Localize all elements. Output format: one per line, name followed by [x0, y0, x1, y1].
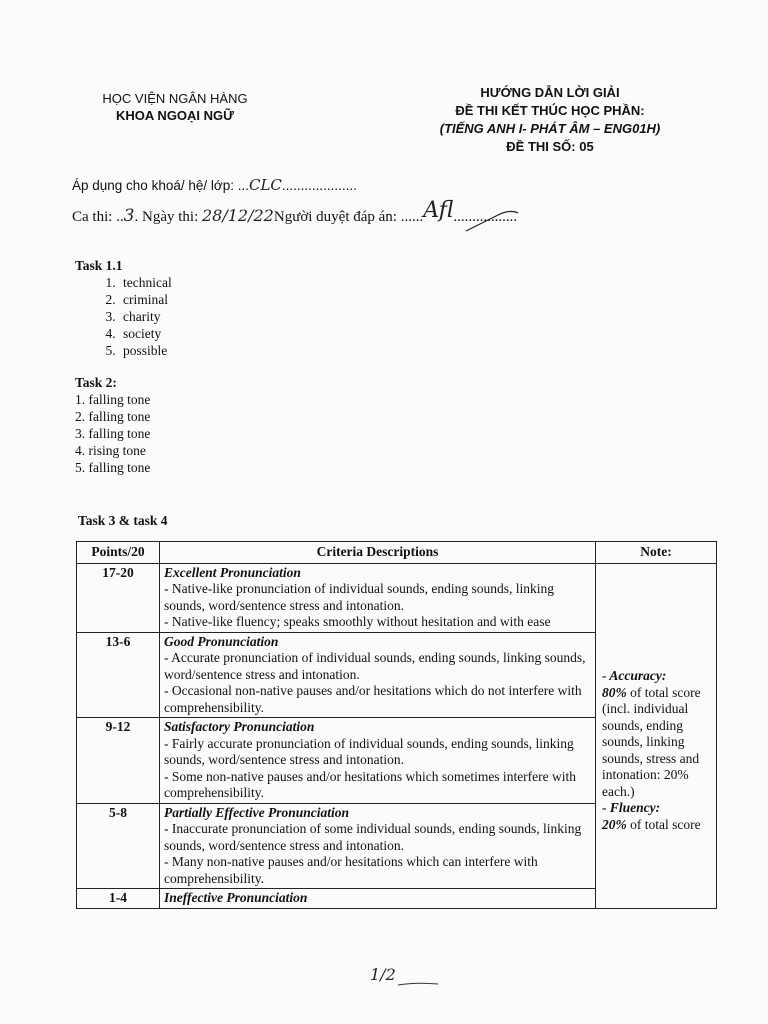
approver-signature: Afl	[423, 198, 454, 223]
list-item: 1. technical	[119, 274, 172, 291]
criteria-line: - Occasional non-native pauses and/or hesitations which do not interfere with comprehensibility.	[164, 683, 582, 715]
fluency-pct: 20%	[602, 816, 627, 832]
level-name: Good Pronunciation	[164, 633, 279, 649]
list-item: 5. possible	[119, 342, 172, 359]
date-value: 28/12/22	[202, 206, 274, 225]
accuracy-text: of total score (incl. individual sounds, ending sounds, linking sounds, stress and intonation: 20% each.)	[602, 684, 701, 799]
level-name: Partially Effective Pronunciation	[164, 804, 349, 820]
table-row	[77, 563, 717, 632]
note-cell	[596, 563, 717, 908]
apply-line	[72, 176, 357, 194]
header-right	[380, 84, 720, 156]
course-name: (TIẾNG ANH I- PHÁT ÂM – ENG01H)	[439, 121, 661, 136]
list-item: 2. falling tone	[75, 409, 151, 424]
col-header-note: Note:	[596, 542, 717, 564]
criteria-cell	[160, 632, 596, 718]
criteria-line: - Accurate pronunciation of individual sounds, ending sounds, linking sounds, word/sentence stress and intonation.	[164, 650, 586, 682]
faculty-name: KHOA NGOẠI NGỮ	[116, 108, 234, 123]
signature-stroke	[462, 205, 522, 235]
task34-title: Task 3 & task 4	[78, 513, 168, 528]
list-item: 3. falling tone	[75, 426, 151, 441]
apply-dots: ....................	[281, 178, 357, 193]
level-name: Satisfactory Pronunciation	[164, 719, 315, 734]
list-item: 5. falling tone	[75, 460, 151, 475]
task2-title: Task 2:	[75, 375, 117, 390]
page-number: 1/2	[370, 965, 396, 984]
header-left	[60, 90, 290, 124]
criteria-line: - Native-like fluency; speaks smoothly without hesitation and with ease	[164, 614, 551, 629]
apply-value: CLC	[248, 176, 282, 194]
fluency-label: - Fluency:	[602, 800, 661, 815]
criteria-line: - Inaccurate pronunciation of some individual sounds, ending sounds, linking sounds, word/sentence stress and intonation.	[164, 821, 582, 853]
points-cell: 9-12	[77, 718, 160, 804]
list-item: 4. society	[119, 325, 172, 342]
criteria-line: - Native-like pronunciation of individual sounds, ending sounds, linking sounds, word/sentence stress and intonation.	[164, 581, 554, 613]
page-underline	[396, 980, 440, 988]
col-header-points: Points/20	[77, 542, 160, 564]
task2-list	[75, 391, 150, 476]
task2-section	[75, 375, 150, 476]
list-item: 4. rising tone	[75, 443, 146, 458]
doc-title: HƯỚNG DẪN LỜI GIẢI	[480, 85, 620, 100]
criteria-cell	[160, 718, 596, 804]
points-cell: 1-4	[77, 889, 160, 909]
accuracy-label: - Accuracy:	[602, 668, 667, 683]
criteria-line: - Fairly accurate pronunciation of individual sounds, ending sounds, linking sounds, word/sentence stress and intonation.	[164, 735, 574, 767]
task1-title: Task 1.1	[75, 258, 123, 273]
col-header-criteria: Criteria Descriptions	[160, 542, 596, 564]
fluency-text: of total score	[626, 816, 701, 832]
list-item: 3. charity	[119, 308, 172, 325]
criteria-cell	[160, 889, 596, 909]
approver-dots: .................	[453, 209, 518, 225]
points-cell: 17-20	[77, 563, 160, 632]
criteria-line: - Some non-native pauses and/or hesitations which sometimes interfere with comprehensibility.	[164, 768, 577, 800]
criteria-line: - Many non-native pauses and/or hesitations which can interfere with comprehensibility.	[164, 854, 538, 886]
exam-number: ĐỀ THI SỐ: 05	[506, 139, 594, 154]
criteria-cell	[160, 563, 596, 632]
exam-title: ĐỀ THI KẾT THÚC HỌC PHẦN:	[455, 103, 645, 118]
list-item: 2. criminal	[119, 291, 172, 308]
task1-list	[75, 274, 172, 359]
shift-value: 3	[123, 206, 135, 226]
points-cell: 13-6	[77, 632, 160, 718]
apply-label: Áp dụng cho khoá/ hệ/ lớp: ...	[72, 178, 249, 193]
points-cell: 5-8	[77, 803, 160, 889]
level-name: Ineffective Pronunciation	[164, 890, 308, 905]
task1-section	[75, 258, 172, 359]
shift-label: Ca thi: ..	[72, 209, 124, 225]
level-name: Excellent Pronunciation	[164, 564, 301, 580]
list-item: 1. falling tone	[75, 392, 151, 407]
institution-name: HỌC VIỆN NGÂN HÀNG	[102, 91, 248, 106]
criteria-cell	[160, 803, 596, 889]
accuracy-pct: 80%	[602, 684, 627, 700]
criteria-table	[76, 541, 717, 909]
approver-label: Người duyệt đáp án: ......	[273, 209, 424, 225]
date-label: . Ngày thi:	[134, 209, 202, 225]
table-header-row	[77, 542, 717, 564]
shift-line	[72, 198, 518, 227]
